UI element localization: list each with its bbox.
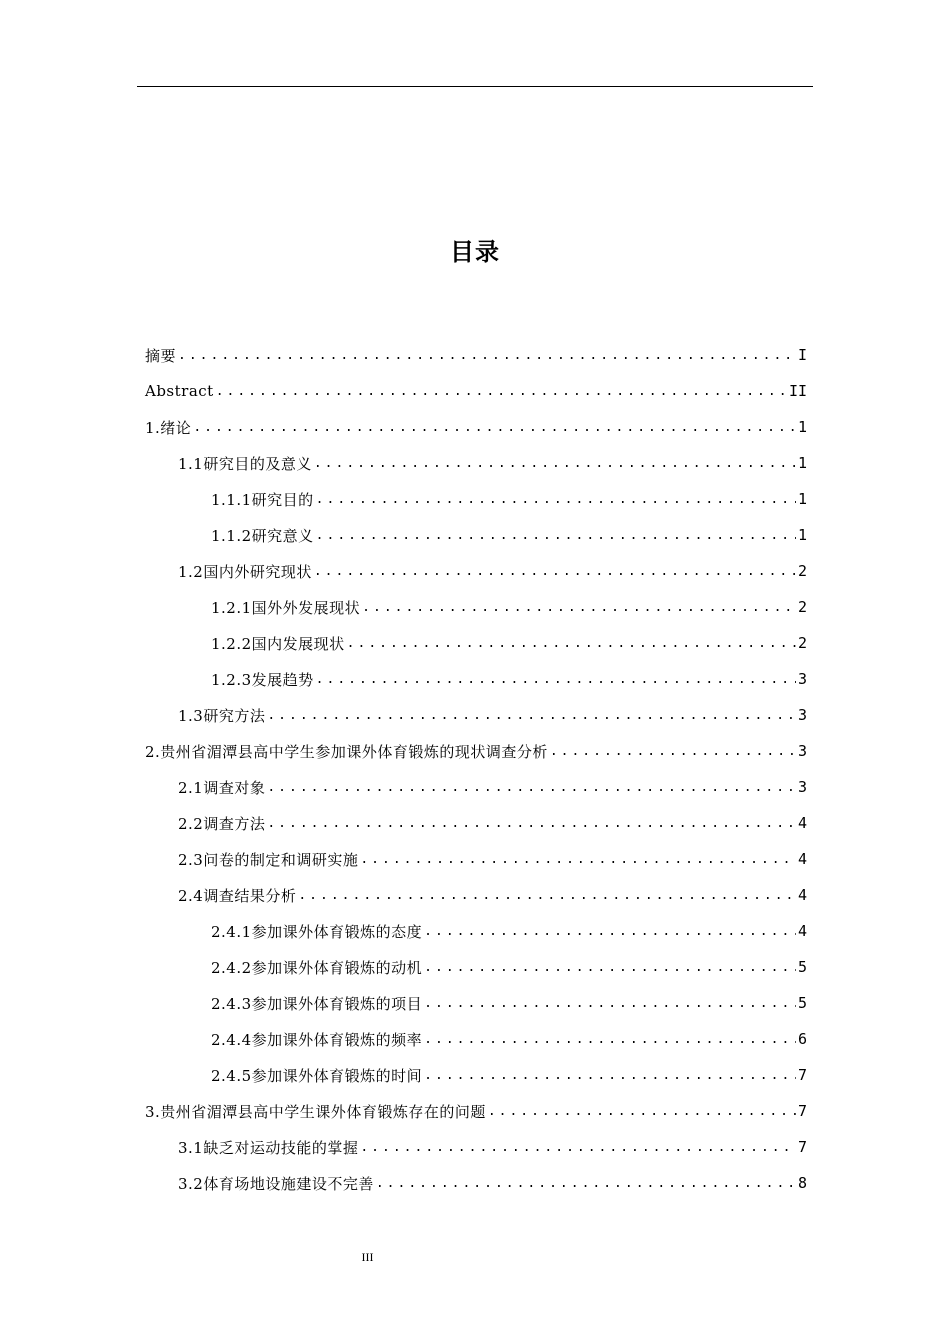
toc-entry-page: 3: [797, 742, 807, 760]
toc-entry-page: 7: [797, 1138, 807, 1156]
toc-entry-page: 1: [797, 526, 807, 544]
toc-entry-page: 3: [797, 706, 807, 724]
toc-entry[interactable]: [145, 1021, 807, 1057]
toc-entry[interactable]: [145, 769, 807, 805]
toc-entry[interactable]: [145, 337, 807, 373]
toc-entry-label: 1.3研究方法: [178, 706, 266, 725]
toc-entry-page: 5: [797, 958, 807, 976]
toc-dot-leader: [424, 1032, 796, 1047]
toc-dot-leader: [376, 1176, 796, 1191]
table-of-contents: [145, 337, 807, 1201]
toc-entry-label: 2.1调查对象: [178, 778, 266, 797]
toc-entry-page: II: [788, 382, 807, 400]
toc-dot-leader: [316, 528, 796, 543]
toc-entry-page: 1: [797, 454, 807, 472]
toc-entry[interactable]: [145, 625, 807, 661]
toc-entry[interactable]: [145, 373, 807, 409]
toc-entry-label: 2.4.3参加课外体育锻炼的项目: [211, 994, 423, 1013]
toc-entry-label: 1.绪论: [145, 418, 192, 437]
toc-entry-label: 摘要: [145, 346, 177, 365]
toc-entry[interactable]: [145, 553, 807, 589]
toc-dot-leader: [267, 816, 796, 831]
toc-entry-label: 2.4.2参加课外体育锻炼的动机: [211, 958, 423, 977]
toc-entry-page: 7: [797, 1066, 807, 1084]
toc-entry-label: 3.贵州省湄潭县高中学生课外体育锻炼存在的问题: [145, 1102, 486, 1121]
toc-entry-page: I: [797, 346, 807, 364]
toc-entry-page: 8: [797, 1174, 807, 1192]
toc-entry-page: 3: [797, 778, 807, 796]
toc-entry[interactable]: [145, 1129, 807, 1165]
toc-dot-leader: [347, 636, 796, 651]
toc-entry-label: 2.4调查结果分析: [178, 886, 297, 905]
toc-entry[interactable]: [145, 1165, 807, 1201]
toc-entry[interactable]: [145, 697, 807, 733]
toc-entry[interactable]: [145, 1057, 807, 1093]
toc-entry-label: 1.2.2国内发展现状: [211, 634, 345, 653]
toc-entry-label: 2.2调查方法: [178, 814, 266, 833]
toc-dot-leader: [424, 960, 796, 975]
toc-entry-page: 3: [797, 670, 807, 688]
toc-entry-label: 2.4.4参加课外体育锻炼的频率: [211, 1030, 423, 1049]
toc-dot-leader: [314, 564, 796, 579]
toc-entry-page: 2: [797, 634, 807, 652]
toc-entry-label: Abstract: [145, 382, 214, 400]
toc-entry[interactable]: [145, 1093, 807, 1129]
toc-entry[interactable]: [145, 661, 807, 697]
toc-dot-leader: [360, 852, 796, 867]
toc-entry-page: 4: [797, 886, 807, 904]
toc-dot-leader: [550, 744, 796, 759]
toc-dot-leader: [424, 924, 796, 939]
page-number: III: [361, 1250, 374, 1264]
toc-entry-page: 5: [797, 994, 807, 1012]
toc-entry-label: 3.1缺乏对运动技能的掌握: [178, 1138, 359, 1157]
toc-entry-label: 2.4.5参加课外体育锻炼的时间: [211, 1066, 423, 1085]
toc-dot-leader: [314, 456, 796, 471]
toc-entry[interactable]: [145, 481, 807, 517]
toc-entry-label: 1.2.3发展趋势: [211, 670, 314, 689]
toc-entry-page: 6: [797, 1030, 807, 1048]
toc-entry-page: 4: [797, 850, 807, 868]
toc-entry-label: 2.贵州省湄潭县高中学生参加课外体育锻炼的现状调查分析: [145, 742, 548, 761]
toc-dot-leader: [424, 996, 796, 1011]
toc-dot-leader: [267, 708, 796, 723]
toc-entry-label: 2.4.1参加课外体育锻炼的态度: [211, 922, 423, 941]
toc-dot-leader: [193, 420, 796, 435]
toc-entry-label: 1.1研究目的及意义: [178, 454, 312, 473]
toc-dot-leader: [424, 1068, 796, 1083]
toc-entry-label: 3.2体育场地设施建设不完善: [178, 1174, 374, 1193]
toc-entry-page: 4: [797, 814, 807, 832]
toc-dot-leader: [360, 1140, 796, 1155]
header-rule: [137, 86, 813, 87]
toc-entry[interactable]: [145, 985, 807, 1021]
toc-entry[interactable]: [145, 949, 807, 985]
toc-entry-label: 1.1.1研究目的: [211, 490, 314, 509]
toc-entry[interactable]: [145, 589, 807, 625]
toc-dot-leader: [316, 672, 796, 687]
toc-entry-page: 1: [797, 490, 807, 508]
toc-dot-leader: [267, 780, 796, 795]
toc-entry[interactable]: [145, 913, 807, 949]
toc-entry[interactable]: [145, 841, 807, 877]
toc-entry-label: 2.3问卷的制定和调研实施: [178, 850, 359, 869]
toc-entry-page: 2: [797, 598, 807, 616]
toc-entry-label: 1.1.2研究意义: [211, 526, 314, 545]
toc-entry[interactable]: [145, 877, 807, 913]
toc-entry-page: 1: [797, 418, 807, 436]
toc-entry[interactable]: [145, 805, 807, 841]
toc-entry-page: 7: [797, 1102, 807, 1120]
toc-entry[interactable]: [145, 733, 807, 769]
toc-entry-label: 1.2.1国外外发展现状: [211, 598, 361, 617]
toc-entry[interactable]: [145, 445, 807, 481]
toc-dot-leader: [316, 492, 796, 507]
toc-dot-leader: [216, 384, 787, 399]
toc-entry-page: 4: [797, 922, 807, 940]
toc-dot-leader: [488, 1104, 796, 1119]
toc-entry-label: 1.2国内外研究现状: [178, 562, 312, 581]
toc-entry[interactable]: [145, 409, 807, 445]
toc-dot-leader: [298, 888, 796, 903]
toc-dot-leader: [362, 600, 796, 615]
toc-entry-page: 2: [797, 562, 807, 580]
page-title: 目录: [450, 238, 500, 266]
toc-entry[interactable]: [145, 517, 807, 553]
toc-dot-leader: [178, 348, 796, 363]
